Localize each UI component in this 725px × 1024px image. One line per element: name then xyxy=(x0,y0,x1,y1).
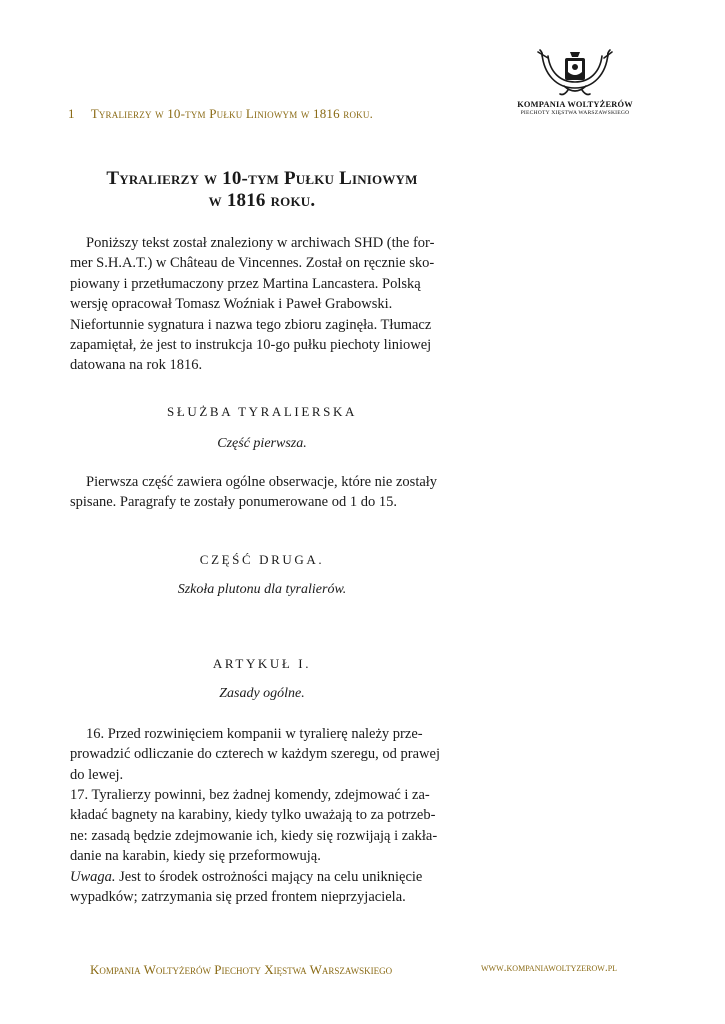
bugle-horn-emblem-icon xyxy=(534,46,616,98)
title-line-2: w 1816 roku. xyxy=(208,190,316,211)
section-subheading: Część pierwsza. xyxy=(217,436,307,451)
running-header xyxy=(68,106,373,122)
note-text: Jest to środek ostrożności mający na celu uniknięcie xyxy=(115,868,423,885)
paragraph-line: 16. Przed rozwinięciem kompanii w tyralierę należy prze- xyxy=(86,726,423,742)
paragraph-line: spisane. Paragrafy te zostały ponumerowane od 1 do 15. xyxy=(70,494,397,511)
note-line xyxy=(70,867,454,887)
logo xyxy=(500,46,650,116)
paragraph-line: ne: zasadą będzie zdejmowanie ich, kiedy się rozwijają i zakła- xyxy=(70,827,438,844)
footer-website-link[interactable]: www.kompaniawoltyzerow.pl xyxy=(481,962,618,974)
section-heading: CZĘŚĆ DRUGA. xyxy=(199,552,325,567)
paragraph-line: kładać bagnety na karabiny, kiedy tylko uważają to za potrzeb- xyxy=(70,807,436,824)
paragraph-line: 17. Tyralierzy powinni, bez żadnej komendy, zdejmować i za- xyxy=(70,787,430,803)
intro-paragraph xyxy=(70,233,454,376)
intro-line: Poniższy tekst został znaleziony w archiwach SHD (the for- xyxy=(86,235,435,251)
note-label: Uwaga. xyxy=(70,868,116,885)
running-title: Tyralierzy w 10-tym Pułku Liniowym w 1816 roku. xyxy=(90,106,374,121)
intro-line: wersję opracował Tomasz Woźniak i Paweł Grabowski. xyxy=(70,296,393,313)
title-line-1: Tyralierzy w 10-tym Pułku Liniowym xyxy=(106,168,418,189)
intro-line: zapamiętał, że jest to instrukcja 10-go pułku piechoty liniowej xyxy=(70,337,432,354)
intro-line: piowany i przetłumaczony przez Martina Lancastera. Polską xyxy=(70,275,421,292)
paragraph-line: danie na karabin, kiedy się przeformowują. xyxy=(70,848,321,865)
footer-organization: Kompania Woltyżerów Piechoty Xięstwa Warszawskiego xyxy=(90,962,393,977)
paragraph-line: prowadzić odliczanie do czterech w każdym szeregu, od prawej xyxy=(70,746,440,763)
paragraph-16 xyxy=(70,724,454,785)
section1-paragraph xyxy=(70,472,454,513)
document-title xyxy=(70,168,454,212)
intro-line: mer S.H.A.T.) w Château de Vincennes. Został on ręcznie sko- xyxy=(70,255,435,272)
section-heading: SŁUŻBA TYRALIERSKA xyxy=(167,404,357,419)
section-subheading: Szkoła plutonu dla tyralierów. xyxy=(177,582,347,597)
paragraph-line: Pierwsza część zawiera ogólne obserwacje, które nie zostały xyxy=(86,474,438,490)
article-subheading: Zasady ogólne. xyxy=(219,686,305,701)
logo-name: KOMPANIA WOLTYŻERÓW xyxy=(517,100,633,109)
page-number: 1 xyxy=(68,106,75,121)
intro-line: datowana na rok 1816. xyxy=(70,357,203,374)
paragraph-line: do lewej. xyxy=(70,766,124,783)
logo-subtitle: PIECHOTY XIĘSTWA WARSZAWSKIEGO xyxy=(520,110,630,116)
paragraph-17 xyxy=(70,785,454,907)
intro-line: Niefortunnie sygnatura i nazwa tego zbioru zaginęła. Tłumacz xyxy=(70,316,432,333)
note-line: wypadków; zatrzymania się przed frontem nieprzyjaciela. xyxy=(70,889,406,906)
article-heading: ARTYKUŁ I. xyxy=(212,656,312,671)
